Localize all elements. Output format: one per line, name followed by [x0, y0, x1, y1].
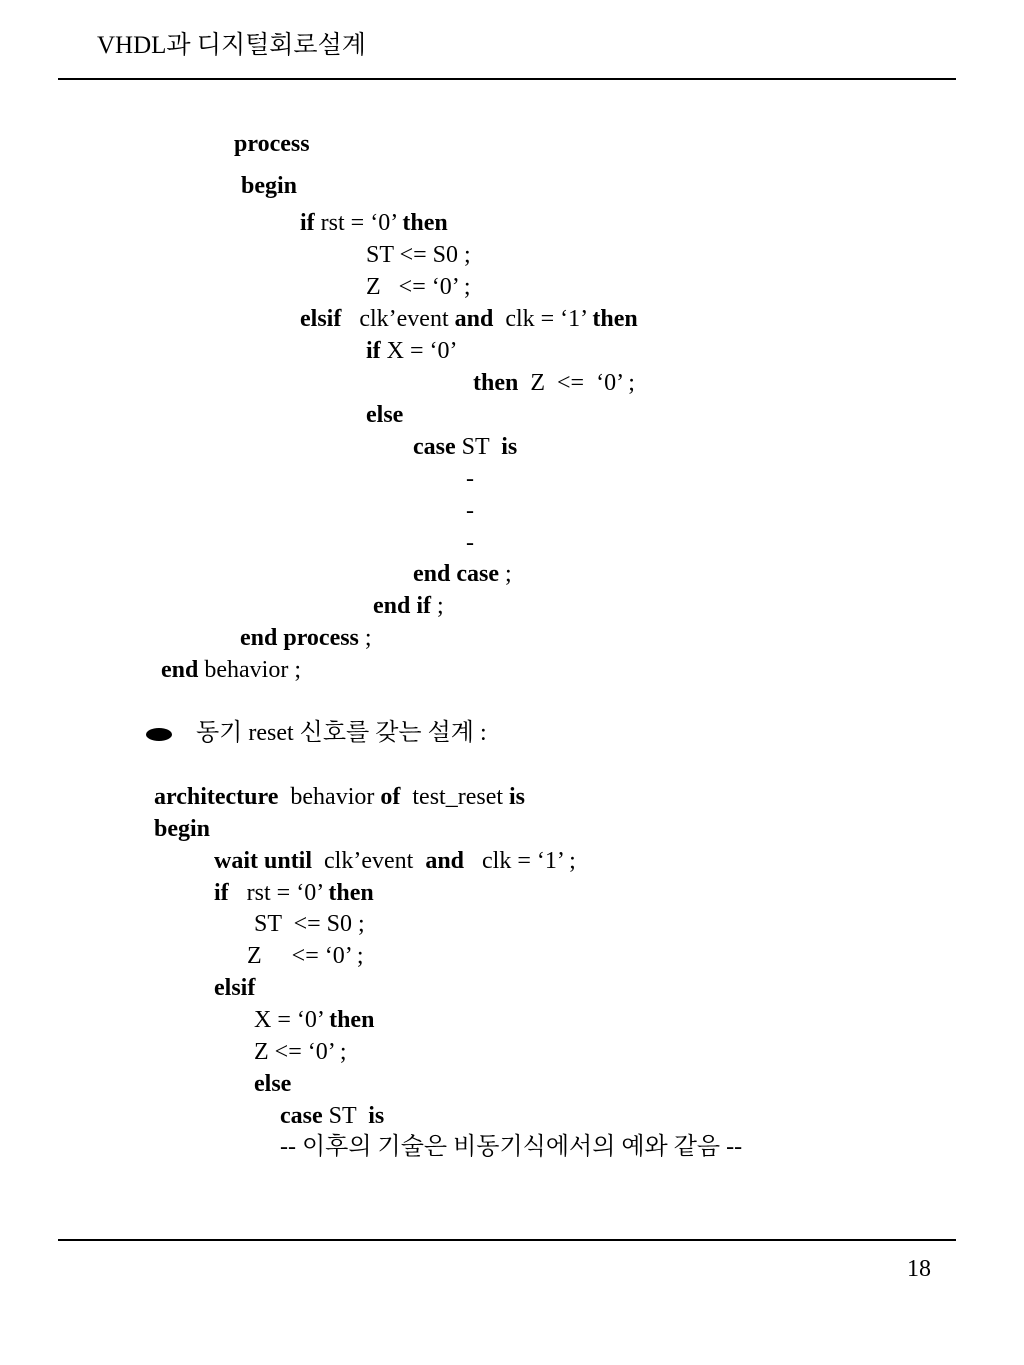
- code-line: then Z <= ‘0’ ;: [473, 370, 635, 396]
- code-line: elsif: [214, 975, 256, 1001]
- code-line: case ST is: [280, 1103, 385, 1129]
- code-comment: -- 이후의 기술은 비동기식에서의 예와 같음 --: [280, 1134, 743, 1160]
- page-number: 18: [907, 1256, 931, 1282]
- code-line: end if ;: [373, 593, 444, 619]
- code-line: end case ;: [413, 561, 512, 587]
- code-line: ST <= S0 ;: [366, 242, 471, 268]
- code-line: if rst = ‘0’ then: [300, 210, 448, 236]
- code-line: if X = ‘0’: [366, 338, 458, 364]
- header-title: VHDL과 디지털회로설계: [97, 32, 366, 59]
- code-line: Z <= ‘0’ ;: [366, 274, 471, 300]
- code-line: begin: [154, 816, 211, 842]
- code-line: wait until clk’event and clk = ‘1’ ;: [214, 848, 576, 874]
- code-line: ST <= S0 ;: [254, 911, 365, 937]
- code-line: if rst = ‘0’ then: [214, 880, 374, 906]
- code-line: architecture behavior of test_reset is: [154, 784, 526, 810]
- code-line: -: [466, 466, 474, 492]
- footer-divider: [58, 1239, 956, 1241]
- code-line: -: [466, 530, 474, 556]
- code-line: else: [254, 1071, 292, 1097]
- code-line: Z <= ‘0’ ;: [254, 1039, 347, 1065]
- code-line: begin: [241, 173, 298, 199]
- section-heading: 동기 reset 신호를 갖는 설계 :: [196, 720, 487, 746]
- code-line: elsif clk’event and clk = ‘1’ then: [300, 306, 638, 332]
- code-line: case ST is: [413, 434, 518, 460]
- header-divider: [58, 78, 956, 80]
- code-line: end process ;: [240, 625, 372, 651]
- code-line: process: [234, 131, 310, 157]
- code-line: X = ‘0’ then: [254, 1007, 375, 1033]
- code-line: Z <= ‘0’ ;: [247, 943, 364, 969]
- code-line: end behavior ;: [161, 657, 301, 683]
- code-line: else: [366, 402, 404, 428]
- bullet-icon: [146, 728, 172, 741]
- code-line: -: [466, 498, 474, 524]
